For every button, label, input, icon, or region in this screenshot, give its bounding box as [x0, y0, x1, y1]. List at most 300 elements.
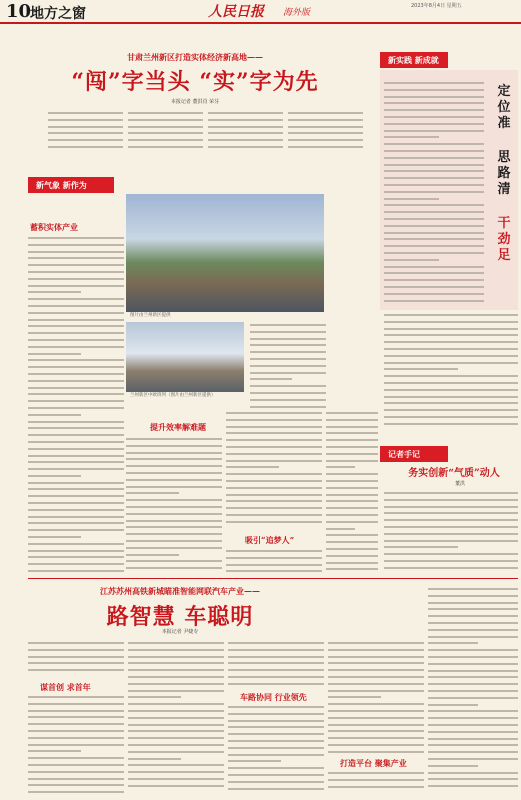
- text-line: [228, 754, 324, 756]
- text-line: [48, 112, 123, 114]
- text-line: [126, 533, 222, 535]
- bottom-divider: [28, 578, 518, 579]
- text-line: [328, 696, 381, 698]
- text-line: [128, 730, 224, 732]
- text-line: [28, 257, 124, 259]
- text-line: [228, 788, 324, 790]
- text-line: [384, 211, 484, 213]
- bottom-text-col-3b: [228, 704, 324, 796]
- issue-date: 2023年8月4日 星期五: [411, 3, 462, 9]
- text-line: [28, 455, 124, 457]
- lead-intro-col-3: [208, 110, 283, 155]
- text-line: [228, 767, 324, 769]
- text-line: [126, 452, 222, 454]
- text-line: [126, 472, 222, 474]
- text-line: [28, 325, 124, 327]
- text-line: [228, 676, 324, 678]
- text-line: [384, 553, 518, 555]
- text-line: [28, 427, 124, 429]
- text-line: [208, 126, 283, 128]
- text-line: [28, 730, 124, 732]
- text-line: [226, 500, 322, 502]
- text-line: [28, 278, 124, 280]
- text-line: [126, 445, 222, 447]
- text-line: [328, 730, 424, 732]
- text-line: [328, 703, 424, 705]
- text-line: [126, 438, 222, 440]
- text-line: [128, 717, 224, 719]
- text-line: [428, 608, 518, 610]
- text-line: [428, 758, 518, 760]
- text-line: [28, 271, 124, 273]
- text-line: [28, 669, 124, 671]
- text-line: [384, 266, 484, 268]
- text-line: [208, 146, 283, 148]
- text-line: [28, 750, 81, 752]
- text-line: [28, 237, 124, 239]
- text-line: [384, 314, 518, 316]
- text-line: [126, 479, 222, 481]
- text-line: [428, 663, 518, 665]
- text-line: [384, 245, 484, 247]
- text-line: [384, 130, 484, 132]
- text-line: [326, 419, 378, 421]
- newspaper-logo-sub: 海外版: [283, 8, 311, 18]
- middle-subhead-2: 吸引“追梦人”: [245, 535, 295, 545]
- text-line: [328, 786, 424, 788]
- text-line: [128, 139, 203, 141]
- text-line: [226, 514, 322, 516]
- text-line: [128, 676, 224, 678]
- text-line: [28, 332, 124, 334]
- text-line: [28, 778, 124, 780]
- text-line: [428, 772, 518, 774]
- text-line: [28, 434, 124, 436]
- text-line: [28, 522, 124, 524]
- text-line: [384, 402, 518, 404]
- text-line: [28, 784, 124, 786]
- text-line: [228, 642, 324, 644]
- text-line: [428, 636, 518, 638]
- text-line: [326, 494, 378, 496]
- text-line: [250, 392, 326, 394]
- text-line: [228, 733, 324, 735]
- text-line: [428, 704, 478, 706]
- text-line: [428, 785, 518, 787]
- text-line: [428, 683, 518, 685]
- text-line: [226, 564, 322, 566]
- lead-intro-col-1: [48, 110, 123, 155]
- text-line: [28, 771, 124, 773]
- text-line: [326, 541, 378, 543]
- left-column-text: [28, 235, 124, 575]
- text-line: [384, 272, 484, 274]
- vertical-title-3: 干劲足: [497, 216, 511, 263]
- text-line: [226, 507, 322, 509]
- text-line: [126, 554, 179, 556]
- text-line: [228, 713, 324, 715]
- photo-caption-1: 图片由兰州新区提供: [130, 313, 171, 318]
- text-line: [208, 139, 283, 141]
- text-line: [28, 319, 124, 321]
- text-line: [28, 421, 124, 423]
- text-line: [384, 82, 484, 84]
- text-line: [384, 300, 484, 302]
- text-line: [28, 298, 124, 300]
- text-line: [384, 238, 484, 240]
- text-line: [384, 560, 518, 562]
- text-line: [126, 520, 222, 522]
- text-line: [384, 368, 458, 370]
- text-line: [28, 495, 124, 497]
- text-line: [384, 191, 484, 193]
- text-line: [228, 656, 324, 658]
- bottom-subhead-3: 打造平台 聚集产业: [340, 758, 407, 768]
- text-line: [384, 102, 484, 104]
- text-line: [328, 662, 424, 664]
- text-line: [384, 492, 518, 494]
- text-line: [326, 521, 378, 523]
- text-line: [384, 341, 518, 343]
- text-line: [226, 487, 322, 489]
- text-line: [326, 439, 378, 441]
- text-line: [28, 407, 124, 409]
- text-line: [250, 365, 326, 367]
- text-line: [226, 557, 322, 559]
- text-line: [128, 683, 224, 685]
- text-line: [28, 703, 124, 705]
- text-line: [28, 264, 124, 266]
- text-line: [28, 468, 124, 470]
- text-line: [28, 482, 124, 484]
- text-line: [288, 139, 363, 141]
- text-line: [326, 432, 378, 434]
- text-line: [384, 533, 518, 535]
- text-line: [228, 760, 281, 762]
- text-line: [250, 324, 326, 326]
- text-line: [384, 389, 518, 391]
- text-line: [384, 225, 484, 227]
- text-line: [384, 252, 484, 254]
- photo-train: [126, 322, 244, 392]
- bottom-subhead-2: 车路协同 行业领先: [240, 692, 307, 702]
- text-line: [28, 570, 124, 572]
- text-line: [326, 568, 378, 570]
- text-line: [384, 279, 484, 281]
- text-line: [126, 465, 222, 467]
- text-line: [288, 126, 363, 128]
- text-line: [428, 751, 518, 753]
- text-line: [28, 716, 124, 718]
- text-line: [128, 662, 224, 664]
- bottom-text-col-3a: [228, 640, 324, 690]
- text-line: [384, 382, 518, 384]
- text-line: [28, 710, 124, 712]
- text-line: [384, 396, 518, 398]
- text-line: [48, 132, 123, 134]
- text-line: [226, 426, 322, 428]
- page-header: [0, 0, 521, 22]
- text-line: [128, 112, 203, 114]
- section-banner-right-top: 新实践 新成就: [380, 52, 448, 68]
- text-line: [28, 400, 124, 402]
- text-line: [384, 334, 518, 336]
- lead-headline: “闯”字当头 “实”字为先: [71, 69, 319, 95]
- middle-col-text-d: [226, 548, 322, 576]
- text-line: [326, 412, 378, 414]
- text-line: [28, 373, 124, 375]
- text-line: [128, 724, 224, 726]
- text-line: [250, 385, 326, 387]
- text-line: [384, 96, 484, 98]
- text-line: [28, 543, 124, 545]
- text-line: [250, 358, 326, 360]
- text-line: [28, 461, 124, 463]
- bottom-text-col-2: [128, 640, 224, 796]
- text-line: [328, 744, 424, 746]
- text-line: [28, 764, 124, 766]
- photo-new-area: [126, 194, 324, 312]
- text-line: [326, 460, 378, 462]
- commentary-text: [384, 490, 518, 576]
- lead-kicker: 甘肃兰州新区打造实体经济新高地——: [127, 52, 263, 62]
- text-line: [384, 136, 439, 138]
- text-line: [384, 540, 518, 542]
- text-line: [28, 475, 81, 477]
- text-line: [428, 656, 518, 658]
- text-line: [328, 676, 424, 678]
- text-line: [226, 480, 322, 482]
- text-line: [288, 146, 363, 148]
- text-line: [384, 143, 484, 145]
- text-line: [126, 560, 222, 562]
- text-line: [128, 669, 224, 671]
- commentary-author: 董洪: [454, 481, 465, 487]
- text-line: [228, 683, 324, 685]
- text-line: [28, 662, 124, 664]
- text-line: [384, 409, 518, 411]
- text-line: [326, 555, 378, 557]
- bottom-headline: 路智慧 车聪明: [106, 604, 254, 630]
- text-line: [326, 480, 378, 482]
- text-line: [28, 380, 124, 382]
- text-line: [208, 119, 283, 121]
- text-line: [28, 509, 124, 511]
- text-line: [226, 439, 322, 441]
- commentary-title: 务实创新“气质”动人: [408, 468, 500, 479]
- text-line: [226, 550, 322, 552]
- text-line: [28, 757, 124, 759]
- text-line: [128, 126, 203, 128]
- text-line: [28, 366, 124, 368]
- text-line: [28, 339, 124, 341]
- right-panel-text: [384, 80, 484, 305]
- middle-col-text-b: [126, 436, 222, 576]
- right-lower-text: [384, 312, 518, 432]
- text-line: [228, 720, 324, 722]
- text-line: [28, 529, 124, 531]
- text-line: [428, 710, 518, 712]
- left-subhead: 蓄积实体产业: [30, 222, 78, 232]
- text-line: [428, 731, 518, 733]
- text-line: [28, 536, 81, 538]
- middle-col-text-c: [226, 410, 322, 530]
- text-line: [48, 139, 123, 141]
- text-line: [128, 690, 224, 692]
- text-line: [428, 738, 518, 740]
- text-line: [428, 615, 518, 617]
- text-line: [228, 774, 324, 776]
- text-line: [226, 466, 279, 468]
- text-line: [384, 506, 518, 508]
- text-line: [384, 123, 484, 125]
- text-line: [384, 355, 518, 357]
- text-line: [288, 112, 363, 114]
- text-line: [28, 346, 124, 348]
- text-line: [384, 519, 518, 521]
- text-line: [428, 676, 518, 678]
- text-line: [384, 164, 484, 166]
- text-line: [126, 486, 222, 488]
- text-line: [384, 567, 518, 569]
- text-line: [226, 521, 322, 523]
- text-line: [328, 772, 424, 774]
- text-line: [428, 649, 518, 651]
- text-line: [28, 791, 124, 793]
- bottom-kicker: 江苏苏州高铁新城瞄准智能网联汽车产业——: [100, 586, 260, 596]
- text-line: [384, 328, 518, 330]
- text-line: [428, 724, 518, 726]
- text-line: [228, 781, 324, 783]
- lead-byline: 本报记者 董洪肖 荣芬: [170, 99, 220, 105]
- text-line: [428, 588, 518, 590]
- photo-caption-2: 兰州新区中欧班列（图片由兰州新区提供）: [130, 393, 216, 398]
- text-line: [384, 109, 484, 111]
- text-line: [384, 286, 484, 288]
- section-banner-right-bottom: 记者手记: [380, 446, 448, 462]
- text-line: [126, 567, 222, 569]
- text-line: [28, 550, 124, 552]
- text-line: [128, 696, 181, 698]
- bottom-subhead-1: 谋首创 求首年: [40, 682, 91, 692]
- text-line: [226, 570, 322, 572]
- text-line: [250, 406, 326, 408]
- text-line: [28, 251, 124, 253]
- bottom-text-col-1a: [28, 640, 124, 680]
- bottom-text-col-1b: [28, 694, 124, 796]
- text-line: [250, 399, 326, 401]
- text-line: [326, 507, 378, 509]
- text-line: [28, 563, 124, 565]
- text-line: [326, 453, 378, 455]
- text-line: [28, 393, 124, 395]
- text-line: [128, 744, 224, 746]
- text-line: [288, 132, 363, 134]
- bottom-text-col-5: [428, 586, 518, 796]
- text-line: [384, 89, 484, 91]
- text-line: [128, 758, 181, 760]
- text-line: [384, 218, 484, 220]
- text-line: [428, 744, 518, 746]
- text-line: [384, 423, 518, 425]
- text-line: [128, 778, 224, 780]
- text-line: [384, 499, 518, 501]
- text-line: [28, 291, 81, 293]
- text-line: [384, 177, 484, 179]
- text-line: [384, 348, 518, 350]
- text-line: [226, 494, 322, 496]
- text-line: [128, 642, 224, 644]
- text-line: [326, 446, 378, 448]
- text-line: [250, 331, 326, 333]
- text-line: [128, 710, 224, 712]
- text-line: [328, 690, 424, 692]
- text-line: [28, 353, 81, 355]
- newspaper-logo: 人民日报: [208, 4, 264, 20]
- text-line: [384, 526, 518, 528]
- text-line: [128, 764, 224, 766]
- text-line: [226, 432, 322, 434]
- text-line: [28, 642, 124, 644]
- text-line: [384, 232, 484, 234]
- text-line: [128, 649, 224, 651]
- column-name: 地方之窗: [30, 6, 86, 22]
- text-line: [384, 512, 518, 514]
- text-line: [384, 116, 484, 118]
- lead-intro-col-2: [128, 110, 203, 155]
- text-line: [428, 697, 518, 699]
- text-line: [126, 499, 222, 501]
- text-line: [228, 706, 324, 708]
- text-line: [48, 126, 123, 128]
- text-line: [128, 771, 224, 773]
- text-line: [28, 723, 124, 725]
- lead-intro-col-4: [288, 110, 363, 155]
- text-line: [326, 534, 378, 536]
- bottom-text-col-4a: [328, 640, 424, 756]
- text-line: [326, 500, 378, 502]
- text-line: [28, 649, 124, 651]
- text-line: [28, 744, 124, 746]
- text-line: [228, 669, 324, 671]
- text-line: [28, 312, 124, 314]
- section-banner-left: 新气象 新作为: [28, 177, 114, 193]
- text-line: [28, 387, 124, 389]
- text-line: [126, 458, 222, 460]
- text-line: [384, 375, 518, 377]
- text-line: [384, 293, 484, 295]
- text-line: [226, 412, 322, 414]
- text-line: [384, 150, 484, 152]
- text-line: [28, 737, 124, 739]
- text-line: [384, 546, 458, 548]
- text-line: [126, 492, 179, 494]
- text-line: [250, 351, 326, 353]
- text-line: [326, 473, 378, 475]
- text-line: [128, 751, 224, 753]
- text-line: [226, 419, 322, 421]
- text-line: [328, 779, 424, 781]
- text-line: [228, 662, 324, 664]
- text-line: [28, 414, 81, 416]
- text-line: [428, 690, 518, 692]
- text-line: [428, 778, 518, 780]
- text-line: [384, 362, 518, 364]
- text-line: [28, 244, 124, 246]
- page-number: 10: [6, 1, 32, 22]
- vertical-title-2: 思路清: [497, 150, 511, 197]
- text-line: [126, 506, 222, 508]
